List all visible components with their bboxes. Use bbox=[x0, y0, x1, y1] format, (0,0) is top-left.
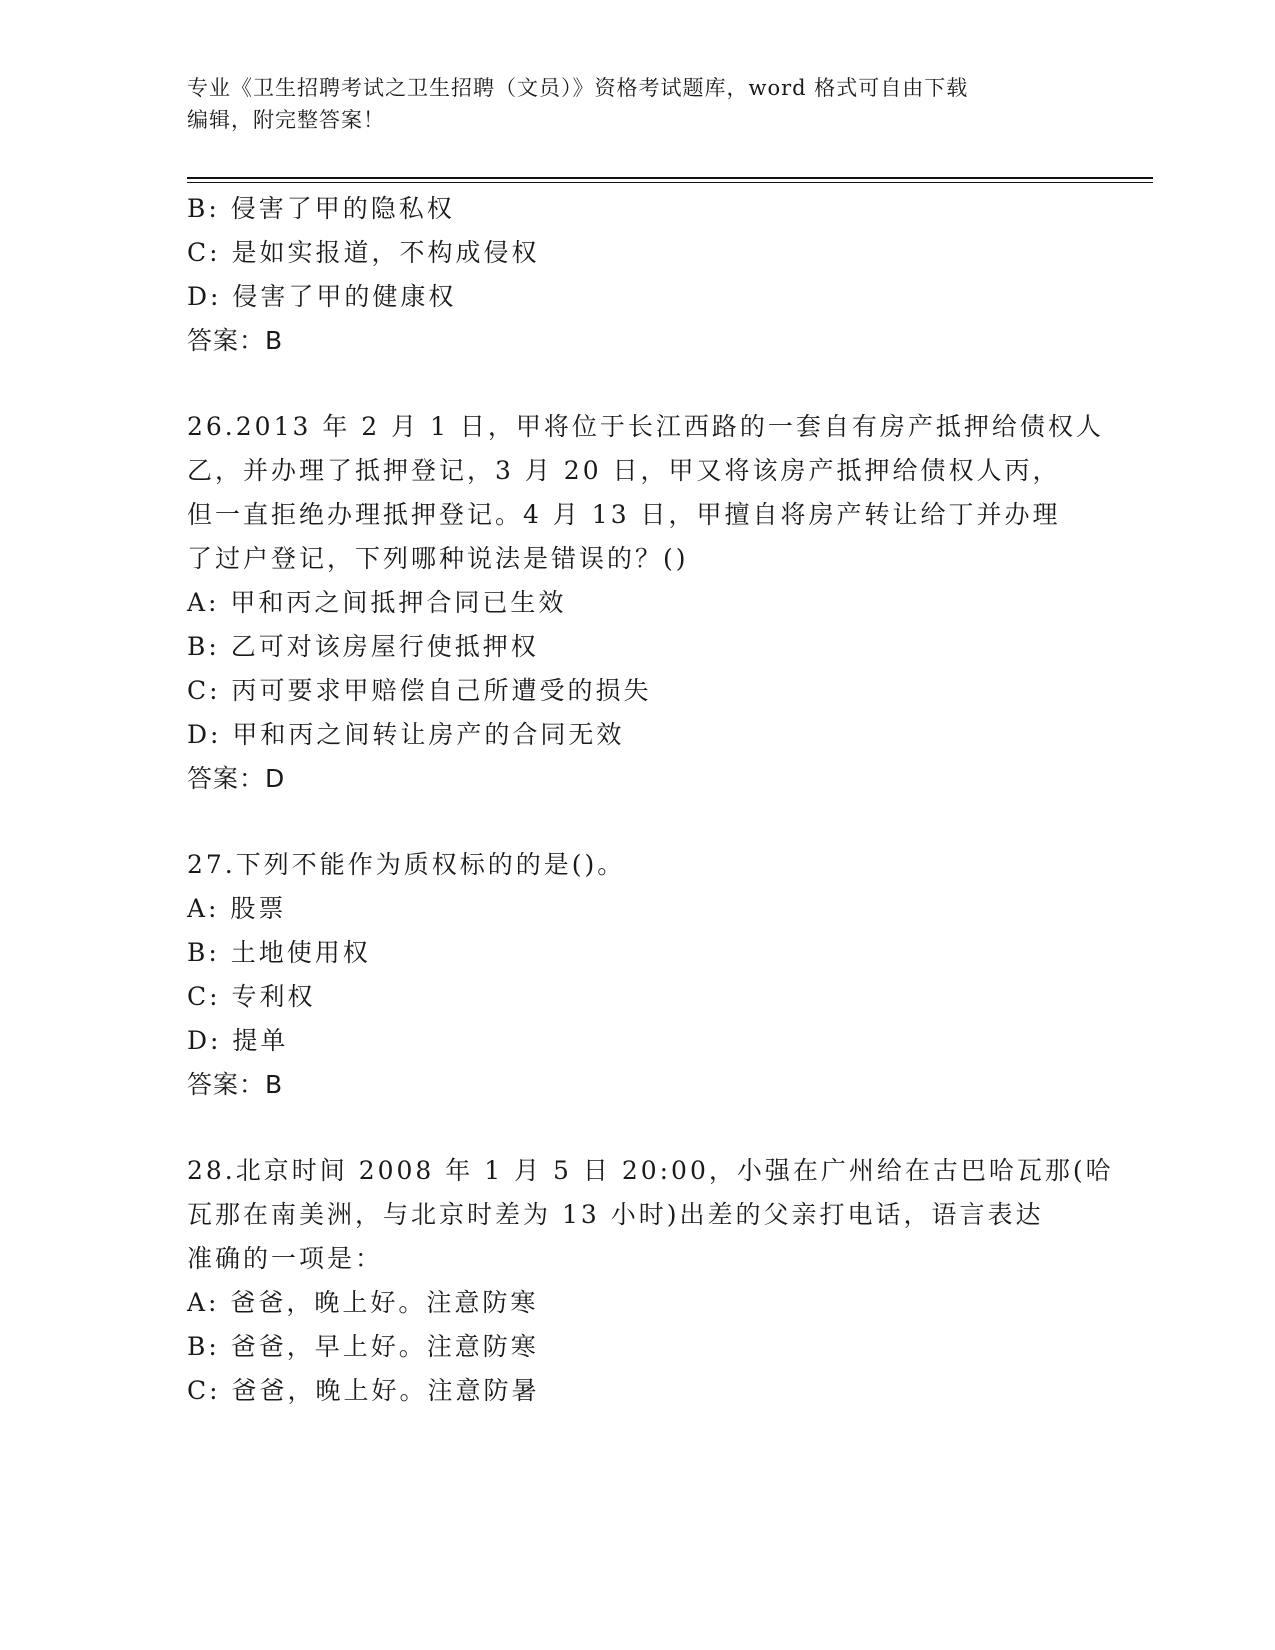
q26-stem-line-4: 了过户登记，下列哪种说法是错误的？() bbox=[187, 544, 689, 573]
q27-stem-line-1: 27.下列不能作为质权标的的是()。 bbox=[187, 850, 626, 879]
q26-stem-line-2: 乙，并办理了抵押登记，3 月 20 日，甲又将该房产抵押给债权人丙， bbox=[187, 456, 1061, 485]
q27-option-a: A: 股票 bbox=[187, 894, 287, 923]
q26-option-d: D: 甲和丙之间转让房产的合同无效 bbox=[187, 720, 625, 749]
q28-option-b: B: 爸爸，早上好。注意防寒 bbox=[187, 1332, 539, 1361]
q26-option-c: C: 丙可要求甲赔偿自己所遭受的损失 bbox=[187, 676, 652, 705]
q25-option-c: C: 是如实报道，不构成侵权 bbox=[187, 238, 540, 267]
q26-stem-line-3: 但一直拒绝办理抵押登记。4 月 13 日，甲擅自将房产转让给丁并办理 bbox=[187, 500, 1061, 529]
q28-stem-line-1: 28.北京时间 2008 年 1 月 5 日 20:00，小强在广州给在古巴哈瓦那(哈 bbox=[187, 1156, 1114, 1185]
q28-option-a: A: 爸爸，晚上好。注意防寒 bbox=[187, 1288, 539, 1317]
q28-option-c: C: 爸爸，晚上好。注意防暑 bbox=[187, 1376, 540, 1405]
header-line-1: 专业《卫生招聘考试之卫生招聘（文员）》资格考试题库，word 格式可自由下载 bbox=[187, 76, 969, 100]
q25-option-d: D: 侵害了甲的健康权 bbox=[187, 282, 457, 311]
q26-option-a: A: 甲和丙之间抵押合同已生效 bbox=[187, 588, 567, 617]
q25-option-b: B: 侵害了甲的隐私权 bbox=[187, 194, 455, 223]
header-line-2: 编辑，附完整答案！ bbox=[187, 108, 385, 132]
q26-answer: 答案：D bbox=[187, 764, 286, 793]
q28-stem-line-2: 瓦那在南美洲，与北京时差为 13 小时)出差的父亲打电话，语言表达 bbox=[187, 1200, 1044, 1229]
q28-stem-line-3: 准确的一项是： bbox=[187, 1244, 384, 1273]
header-divider-thin bbox=[187, 182, 1153, 183]
q27-answer: 答案：B bbox=[187, 1070, 284, 1099]
q27-option-d: D: 提单 bbox=[187, 1026, 289, 1055]
q27-option-b: B: 土地使用权 bbox=[187, 938, 371, 967]
q25-answer: 答案：B bbox=[187, 326, 284, 355]
header-divider-thick bbox=[187, 177, 1153, 179]
q26-option-b: B: 乙可对该房屋行使抵押权 bbox=[187, 632, 539, 661]
q27-option-c: C: 专利权 bbox=[187, 982, 316, 1011]
document-header bbox=[187, 72, 1067, 136]
q26-stem-line-1: 26.2013 年 2 月 1 日，甲将位于长江西路的一套自有房产抵押给债权人 bbox=[187, 412, 1104, 441]
